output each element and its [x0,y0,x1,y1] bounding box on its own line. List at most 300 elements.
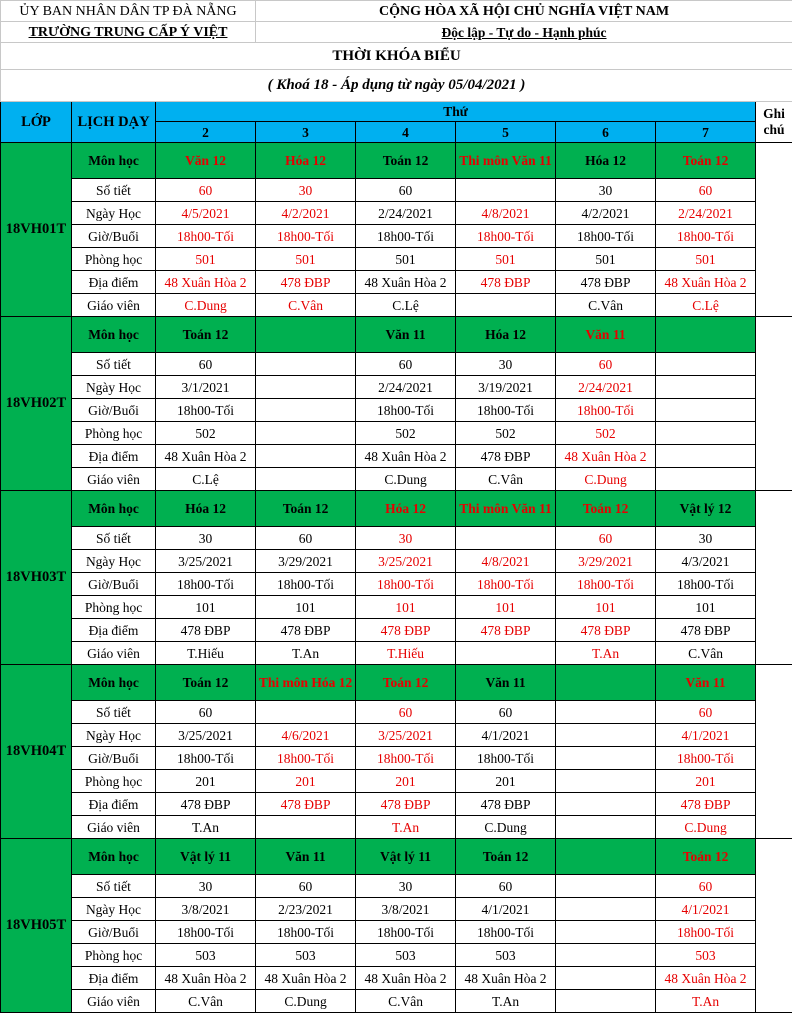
cell-time: 18h00-Tối [556,399,656,422]
cell-room: 101 [456,596,556,619]
cell-subject: Toán 12 [256,491,356,527]
subject-row [1,665,792,701]
cell-teacher [456,294,556,317]
row-label: Địa điểm [72,445,156,468]
cell-time: 18h00-Tối [356,921,456,944]
cell-subject: Hóa 12 [256,143,356,179]
cell-place: 48 Xuân Hòa 2 [156,271,256,294]
cell-start: 3/25/2021 [356,550,456,573]
cell-time: 18h00-Tối [256,747,356,770]
class-name: 18VH05T [1,839,72,1013]
row-label: Giờ/Buổi [72,747,156,770]
cell-subject: Văn 12 [156,143,256,179]
cell-start: 4/1/2021 [456,898,556,921]
cell-teacher: C.Dung [656,816,756,839]
cell-teacher: T.An [256,642,356,665]
cell-hours: 30 [256,179,356,202]
cell-start: 4/1/2021 [656,724,756,747]
cell-hours: 60 [256,527,356,550]
cell-hours [656,353,756,376]
cell-room: 503 [256,944,356,967]
cell-teacher: C.Dung [556,468,656,491]
cell-room: 201 [456,770,556,793]
cell-subject: Vật lý 11 [356,839,456,875]
cell-place: 478 ĐBP [556,271,656,294]
cell-subject: Toán 12 [156,665,256,701]
cell-time: 18h00-Tối [156,747,256,770]
cell-hours: 60 [256,875,356,898]
cell-place: 478 ĐBP [156,793,256,816]
cell-subject: Văn 11 [256,839,356,875]
cell-room: 201 [256,770,356,793]
cell-teacher [256,468,356,491]
cell-hours: 60 [356,701,456,724]
cell-time: 18h00-Tối [656,921,756,944]
room-row [1,596,792,619]
cell-start: 4/2/2021 [256,202,356,225]
row-label: Môn học [72,491,156,527]
row-label: Môn học [72,839,156,875]
place-row [1,967,792,990]
time-row [1,225,792,248]
cell-room: 201 [656,770,756,793]
cell-time: 18h00-Tối [256,225,356,248]
cell-start: 4/5/2021 [156,202,256,225]
cell-place: 48 Xuân Hòa 2 [256,967,356,990]
room-row [1,944,792,967]
cell-subject: Toán 12 [656,143,756,179]
cell-place: 48 Xuân Hòa 2 [156,445,256,468]
teacher-row [1,816,792,839]
cell-place: 478 ĐBP [456,619,556,642]
cell-place: 478 ĐBP [356,619,456,642]
row-label: Số tiết [72,527,156,550]
start-date-row [1,202,792,225]
cell-hours: 30 [656,527,756,550]
cell-teacher: C.Vân [256,294,356,317]
cell-teacher [556,816,656,839]
cell-place: 48 Xuân Hòa 2 [356,445,456,468]
cell-start [256,376,356,399]
cell-subject [556,665,656,701]
cell-start: 3/8/2021 [356,898,456,921]
cell-room: 101 [656,596,756,619]
cell-place: 478 ĐBP [256,619,356,642]
day-header-4: 4 [356,122,456,143]
row-label: Môn học [72,143,156,179]
cell-teacher: T.An [556,642,656,665]
cell-hours [556,875,656,898]
authority-name: ỦY BAN NHÂN DÂN TP ĐÀ NẴNG [1,1,256,22]
cell-room: 501 [256,248,356,271]
cell-time: 18h00-Tối [556,573,656,596]
cell-teacher: C.Vân [556,294,656,317]
cell-hours: 30 [356,875,456,898]
cell-start: 3/1/2021 [156,376,256,399]
cell-room: 501 [656,248,756,271]
cell-time: 18h00-Tối [656,747,756,770]
hours-row [1,527,792,550]
cell-hours: 60 [656,701,756,724]
row-label: Ngày Học [72,898,156,921]
cell-subject [256,317,356,353]
page-subtitle: ( Khoá 18 - Áp dụng từ ngày 05/04/2021 ) [1,70,792,102]
cell-time: 18h00-Tối [456,573,556,596]
cell-subject: Toán 12 [556,491,656,527]
school-name: TRƯỜNG TRUNG CẤP Ý VIỆT [1,22,256,43]
cell-start: 2/23/2021 [256,898,356,921]
cell-time: 18h00-Tối [456,399,556,422]
place-row [1,445,792,468]
cell-room: 501 [456,248,556,271]
teacher-row [1,294,792,317]
row-label: Ngày Học [72,724,156,747]
cell-time: 18h00-Tối [456,225,556,248]
cell-room: 503 [156,944,256,967]
row-label: Phòng học [72,248,156,271]
cell-teacher: C.Lệ [356,294,456,317]
cell-hours: 60 [656,875,756,898]
class-name: 18VH02T [1,317,72,491]
note-cell [756,317,792,491]
time-row [1,747,792,770]
cell-subject: Toán 12 [356,143,456,179]
cell-teacher: C.Vân [456,468,556,491]
cell-start [556,898,656,921]
cell-subject: Văn 11 [656,665,756,701]
day-header-2: 2 [156,122,256,143]
cell-start: 3/25/2021 [156,724,256,747]
cell-place: 478 ĐBP [256,793,356,816]
class-name: 18VH01T [1,143,72,317]
row-label: Giáo viên [72,816,156,839]
cell-room [556,770,656,793]
cell-room: 502 [456,422,556,445]
cell-place: 48 Xuân Hòa 2 [356,271,456,294]
row-label: Giờ/Buổi [72,399,156,422]
row-label: Ngày Học [72,202,156,225]
teacher-row [1,642,792,665]
cell-start: 2/24/2021 [356,202,456,225]
cell-teacher [556,990,656,1013]
cell-time: 18h00-Tối [356,225,456,248]
cell-place: 48 Xuân Hòa 2 [356,967,456,990]
cell-start: 2/24/2021 [356,376,456,399]
cell-start: 3/8/2021 [156,898,256,921]
hours-row [1,701,792,724]
cell-room: 501 [356,248,456,271]
cell-subject: Hóa 12 [356,491,456,527]
cell-start [556,724,656,747]
cell-room: 503 [656,944,756,967]
cell-start: 2/24/2021 [556,376,656,399]
cell-place: 48 Xuân Hòa 2 [656,271,756,294]
cell-room: 502 [356,422,456,445]
subject-row [1,317,792,353]
cell-room: 101 [356,596,456,619]
cell-start: 4/1/2021 [456,724,556,747]
cell-subject: Vật lý 12 [656,491,756,527]
row-label: Môn học [72,665,156,701]
class-column-header: LỚP [1,102,72,143]
cell-subject: Văn 11 [556,317,656,353]
cell-subject: Thi môn Văn 11 [456,143,556,179]
cell-subject: Hóa 12 [156,491,256,527]
row-label: Số tiết [72,701,156,724]
cell-hours: 60 [356,179,456,202]
cell-time: 18h00-Tối [256,573,356,596]
cell-hours: 60 [156,179,256,202]
cell-teacher: T.Hiếu [156,642,256,665]
note-cell [756,143,792,317]
note-cell [756,839,792,1013]
row-label: Số tiết [72,179,156,202]
cell-time: 18h00-Tối [356,747,456,770]
cell-room: 501 [556,248,656,271]
cell-room [656,422,756,445]
cell-start: 4/3/2021 [656,550,756,573]
cell-hours: 30 [156,875,256,898]
cell-start: 3/25/2021 [156,550,256,573]
cell-start: 3/19/2021 [456,376,556,399]
cell-room [256,422,356,445]
cell-teacher: T.An [156,816,256,839]
subject-row [1,491,792,527]
cell-start: 3/25/2021 [356,724,456,747]
room-row [1,422,792,445]
cell-hours: 30 [456,353,556,376]
row-label: Môn học [72,317,156,353]
cell-time: 18h00-Tối [356,399,456,422]
cell-time: 18h00-Tối [656,573,756,596]
cell-subject: Hóa 12 [556,143,656,179]
cell-subject: Văn 11 [456,665,556,701]
cell-teacher: C.Vân [356,990,456,1013]
cell-start: 4/8/2021 [456,202,556,225]
note-cell [756,665,792,839]
cell-place: 478 ĐBP [656,619,756,642]
cell-place: 478 ĐBP [356,793,456,816]
time-row [1,573,792,596]
nation-name: CỘNG HÒA XÃ HỘI CHỦ NGHĨA VIỆT NAM [256,1,792,22]
row-label: Giáo viên [72,294,156,317]
cell-subject: Toán 12 [356,665,456,701]
day-header-7: 7 [656,122,756,143]
cell-start: 2/24/2021 [656,202,756,225]
cell-teacher: C.Dung [156,294,256,317]
cell-start: 4/1/2021 [656,898,756,921]
class-name: 18VH04T [1,665,72,839]
cell-hours: 60 [456,875,556,898]
start-date-row [1,724,792,747]
cell-hours: 60 [156,701,256,724]
cell-time [556,747,656,770]
cell-hours [456,527,556,550]
hours-row [1,353,792,376]
schedule-column-header: LỊCH DẠY [72,102,156,143]
hours-row [1,179,792,202]
row-label: Số tiết [72,875,156,898]
cell-hours: 60 [356,353,456,376]
national-motto: Độc lập - Tự do - Hạnh phúc [256,22,792,43]
cell-start: 3/29/2021 [556,550,656,573]
cell-hours: 60 [156,353,256,376]
cell-time: 18h00-Tối [356,573,456,596]
cell-place: 48 Xuân Hòa 2 [156,967,256,990]
cell-time: 18h00-Tối [156,921,256,944]
cell-teacher: T.An [456,990,556,1013]
cell-start: 4/8/2021 [456,550,556,573]
row-label: Giờ/Buổi [72,921,156,944]
cell-hours: 30 [556,179,656,202]
start-date-row [1,898,792,921]
cell-teacher: C.Dung [356,468,456,491]
cell-start: 3/29/2021 [256,550,356,573]
teacher-row [1,468,792,491]
cell-room: 101 [256,596,356,619]
room-row [1,248,792,271]
cell-time: 18h00-Tối [156,399,256,422]
cell-place: 478 ĐBP [456,271,556,294]
row-label: Ngày Học [72,376,156,399]
cell-subject [656,317,756,353]
cell-teacher: T.An [656,990,756,1013]
cell-subject [556,839,656,875]
cell-place [556,967,656,990]
cell-time: 18h00-Tối [556,225,656,248]
cell-place: 478 ĐBP [556,619,656,642]
subject-row [1,143,792,179]
cell-place: 478 ĐBP [456,445,556,468]
time-row [1,921,792,944]
cell-place [656,445,756,468]
cell-start: 4/2/2021 [556,202,656,225]
cell-room: 101 [556,596,656,619]
note-cell [756,491,792,665]
cell-teacher: C.Dung [256,990,356,1013]
place-row [1,271,792,294]
cell-hours: 60 [556,353,656,376]
cell-room: 201 [356,770,456,793]
cell-time: 18h00-Tối [156,573,256,596]
cell-hours: 30 [356,527,456,550]
cell-place: 478 ĐBP [256,271,356,294]
cell-hours: 60 [556,527,656,550]
day-header-5: 5 [456,122,556,143]
row-label: Giáo viên [72,990,156,1013]
cell-room: 502 [156,422,256,445]
cell-teacher: C.Vân [156,990,256,1013]
page-title: THỜI KHÓA BIỂU [1,43,792,70]
cell-room: 503 [456,944,556,967]
cell-place [556,793,656,816]
cell-hours [256,701,356,724]
cell-hours [456,179,556,202]
cell-time [256,399,356,422]
cell-teacher [456,642,556,665]
row-label: Ngày Học [72,550,156,573]
place-row [1,793,792,816]
row-label: Số tiết [72,353,156,376]
cell-place [256,445,356,468]
cell-hours [556,701,656,724]
cell-start: 4/6/2021 [256,724,356,747]
cell-teacher: T.Hiếu [356,642,456,665]
row-label: Phòng học [72,422,156,445]
cell-room: 501 [156,248,256,271]
cell-subject: Thi môn Hóa 12 [256,665,356,701]
cell-teacher: C.Lệ [156,468,256,491]
start-date-row [1,550,792,573]
hours-row [1,875,792,898]
row-label: Phòng học [72,596,156,619]
cell-teacher: T.An [356,816,456,839]
row-label: Giáo viên [72,468,156,491]
cell-room [556,944,656,967]
cell-place: 48 Xuân Hòa 2 [556,445,656,468]
row-label: Phòng học [72,770,156,793]
cell-place: 478 ĐBP [456,793,556,816]
row-label: Địa điểm [72,271,156,294]
cell-subject: Toán 12 [656,839,756,875]
row-label: Giờ/Buổi [72,225,156,248]
cell-subject: Toán 12 [456,839,556,875]
room-row [1,770,792,793]
cell-place: 478 ĐBP [156,619,256,642]
cell-teacher [656,468,756,491]
cell-time: 18h00-Tối [156,225,256,248]
cell-time: 18h00-Tối [456,747,556,770]
subject-row [1,839,792,875]
cell-hours: 60 [456,701,556,724]
row-label: Địa điểm [72,793,156,816]
start-date-row [1,376,792,399]
cell-teacher: C.Vân [656,642,756,665]
time-row [1,399,792,422]
cell-hours [256,353,356,376]
cell-room: 101 [156,596,256,619]
cell-time: 18h00-Tối [256,921,356,944]
cell-place: 478 ĐBP [656,793,756,816]
cell-room: 502 [556,422,656,445]
day-header-6: 6 [556,122,656,143]
day-header-3: 3 [256,122,356,143]
cell-teacher [256,816,356,839]
row-label: Địa điểm [72,967,156,990]
cell-subject: Toán 12 [156,317,256,353]
cell-teacher: C.Lệ [656,294,756,317]
teacher-row [1,990,792,1013]
cell-hours: 60 [656,179,756,202]
cell-room: 201 [156,770,256,793]
cell-subject: Thi môn Văn 11 [456,491,556,527]
row-label: Phòng học [72,944,156,967]
class-name: 18VH03T [1,491,72,665]
cell-teacher: C.Dung [456,816,556,839]
row-label: Địa điểm [72,619,156,642]
cell-subject: Văn 11 [356,317,456,353]
cell-subject: Vật lý 11 [156,839,256,875]
place-row [1,619,792,642]
row-label: Giờ/Buổi [72,573,156,596]
note-column-header: Ghi chú [756,102,792,143]
cell-start [656,376,756,399]
cell-place: 48 Xuân Hòa 2 [656,967,756,990]
weekday-header: Thứ [156,102,756,122]
row-label: Giáo viên [72,642,156,665]
cell-time: 18h00-Tối [456,921,556,944]
cell-room: 503 [356,944,456,967]
